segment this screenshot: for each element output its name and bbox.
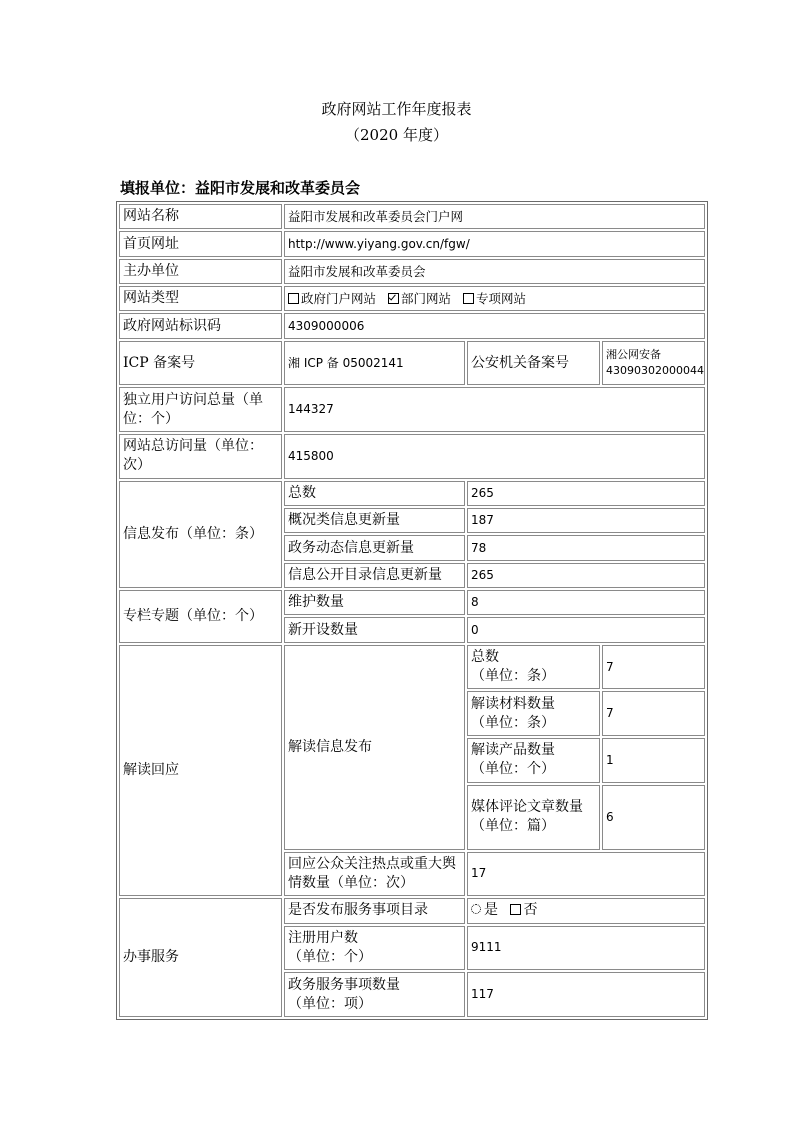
interp-material-value: 7: [602, 691, 705, 736]
table-row: [119, 481, 705, 506]
response-value: 17: [467, 852, 705, 897]
site-type-option-department[interactable]: [388, 291, 451, 306]
table-row: [119, 387, 705, 432]
document-title: 政府网站工作年度报表: [321, 100, 472, 118]
site-type-label: 网站类型: [119, 286, 282, 311]
reporting-unit: 填报单位：益阳市发展和改革委员会: [120, 179, 361, 197]
table-row: [119, 313, 705, 338]
document-subtitle: （2020 年度）: [345, 126, 448, 144]
site-name-value: 益阳市发展和改革委员会门户网: [284, 204, 705, 229]
gov-affairs-value: 78: [467, 535, 705, 560]
gov-id-label: 政府网站标识码: [119, 313, 282, 338]
info-pub-label: 信息发布（单位：条）: [119, 481, 282, 588]
checkbox-icon: [463, 293, 474, 304]
media-value: 6: [602, 785, 705, 850]
option-label: 是: [484, 902, 498, 919]
sponsor-label: 主办单位: [119, 259, 282, 284]
catalog-label: 是否发布服务事项目录: [284, 898, 465, 923]
selected-radio-icon: [471, 904, 481, 914]
response-label: 回应公众关注热点或重大舆情数量（单位：次）: [284, 852, 465, 897]
option-label: 政府门户网站: [301, 291, 377, 307]
table-row: [119, 590, 705, 615]
columns-label: 专栏专题（单位：个）: [119, 590, 282, 643]
option-label: 专项网站: [476, 291, 527, 307]
checkbox-icon: [288, 293, 299, 304]
info-total-value: 265: [467, 481, 705, 506]
maintained-label: 维护数量: [284, 590, 465, 615]
site-type-options: [284, 286, 705, 311]
service-label: 办事服务: [119, 898, 282, 1017]
media-label: 媒体评论文章数量 （单位：篇）: [467, 785, 600, 850]
info-total-label: 总数: [284, 481, 465, 506]
interp-total-value: 7: [602, 645, 705, 690]
service-items-label: 政务服务事项数量 （单位：项）: [284, 972, 465, 1017]
unique-visitors-value: 144327: [284, 387, 705, 432]
icp-label: ICP 备案号: [119, 341, 282, 386]
unique-visitors-label: 独立用户访问总量（单位：个）: [119, 387, 282, 432]
table-row: [119, 434, 705, 479]
table-row: [119, 286, 705, 311]
interp-product-value: 1: [602, 738, 705, 783]
table-row: [119, 645, 705, 690]
total-visits-label: 网站总访问量（单位：次）: [119, 434, 282, 479]
site-type-option-portal[interactable]: [288, 291, 376, 306]
open-catalog-label: 信息公开目录信息更新量: [284, 563, 465, 588]
service-items-value: 117: [467, 972, 705, 1017]
police-value: 湘公网安备 43090302000044: [602, 341, 705, 386]
open-catalog-value: 265: [467, 563, 705, 588]
checked-checkbox-icon: [388, 293, 399, 304]
overview-value: 187: [467, 508, 705, 533]
table-row: [119, 204, 705, 229]
new-label: 新开设数量: [284, 617, 465, 642]
site-name-label: 网站名称: [119, 204, 282, 229]
option-label: 部门网站: [401, 291, 452, 307]
option-label: 否: [523, 902, 538, 919]
sponsor-value: 益阳市发展和改革委员会: [284, 259, 705, 284]
interpret-pub-label: 解读信息发布: [284, 645, 465, 850]
police-label: 公安机关备案号: [467, 341, 600, 386]
homepage-label: 首页网址: [119, 231, 282, 256]
interp-product-label: 解读产品数量 （单位：个）: [467, 738, 600, 783]
homepage-value[interactable]: http://www.yiyang.gov.cn/fgw/: [284, 231, 705, 256]
table-row: [119, 341, 705, 386]
site-type-option-special[interactable]: [463, 291, 526, 306]
report-table: [116, 201, 708, 1020]
catalog-option-no[interactable]: [510, 902, 537, 918]
registered-value: 9111: [467, 926, 705, 971]
total-visits-value: 415800: [284, 434, 705, 479]
checkbox-icon: [510, 904, 521, 915]
icp-value: 湘 ICP 备 05002141: [284, 341, 465, 386]
table-row: [119, 231, 705, 256]
catalog-option-yes[interactable]: [471, 902, 498, 918]
overview-label: 概况类信息更新量: [284, 508, 465, 533]
interp-material-label: 解读材料数量 （单位：条）: [467, 691, 600, 736]
interp-total-label: 总数 （单位：条）: [467, 645, 600, 690]
gov-affairs-label: 政务动态信息更新量: [284, 535, 465, 560]
table-row: [119, 259, 705, 284]
gov-id-value: 4309000006: [284, 313, 705, 338]
table-row: [119, 898, 705, 923]
new-value: 0: [467, 617, 705, 642]
registered-label: 注册用户数 （单位：个）: [284, 926, 465, 971]
interpret-label: 解读回应: [119, 645, 282, 896]
maintained-value: 8: [467, 590, 705, 615]
catalog-options: [467, 898, 705, 923]
